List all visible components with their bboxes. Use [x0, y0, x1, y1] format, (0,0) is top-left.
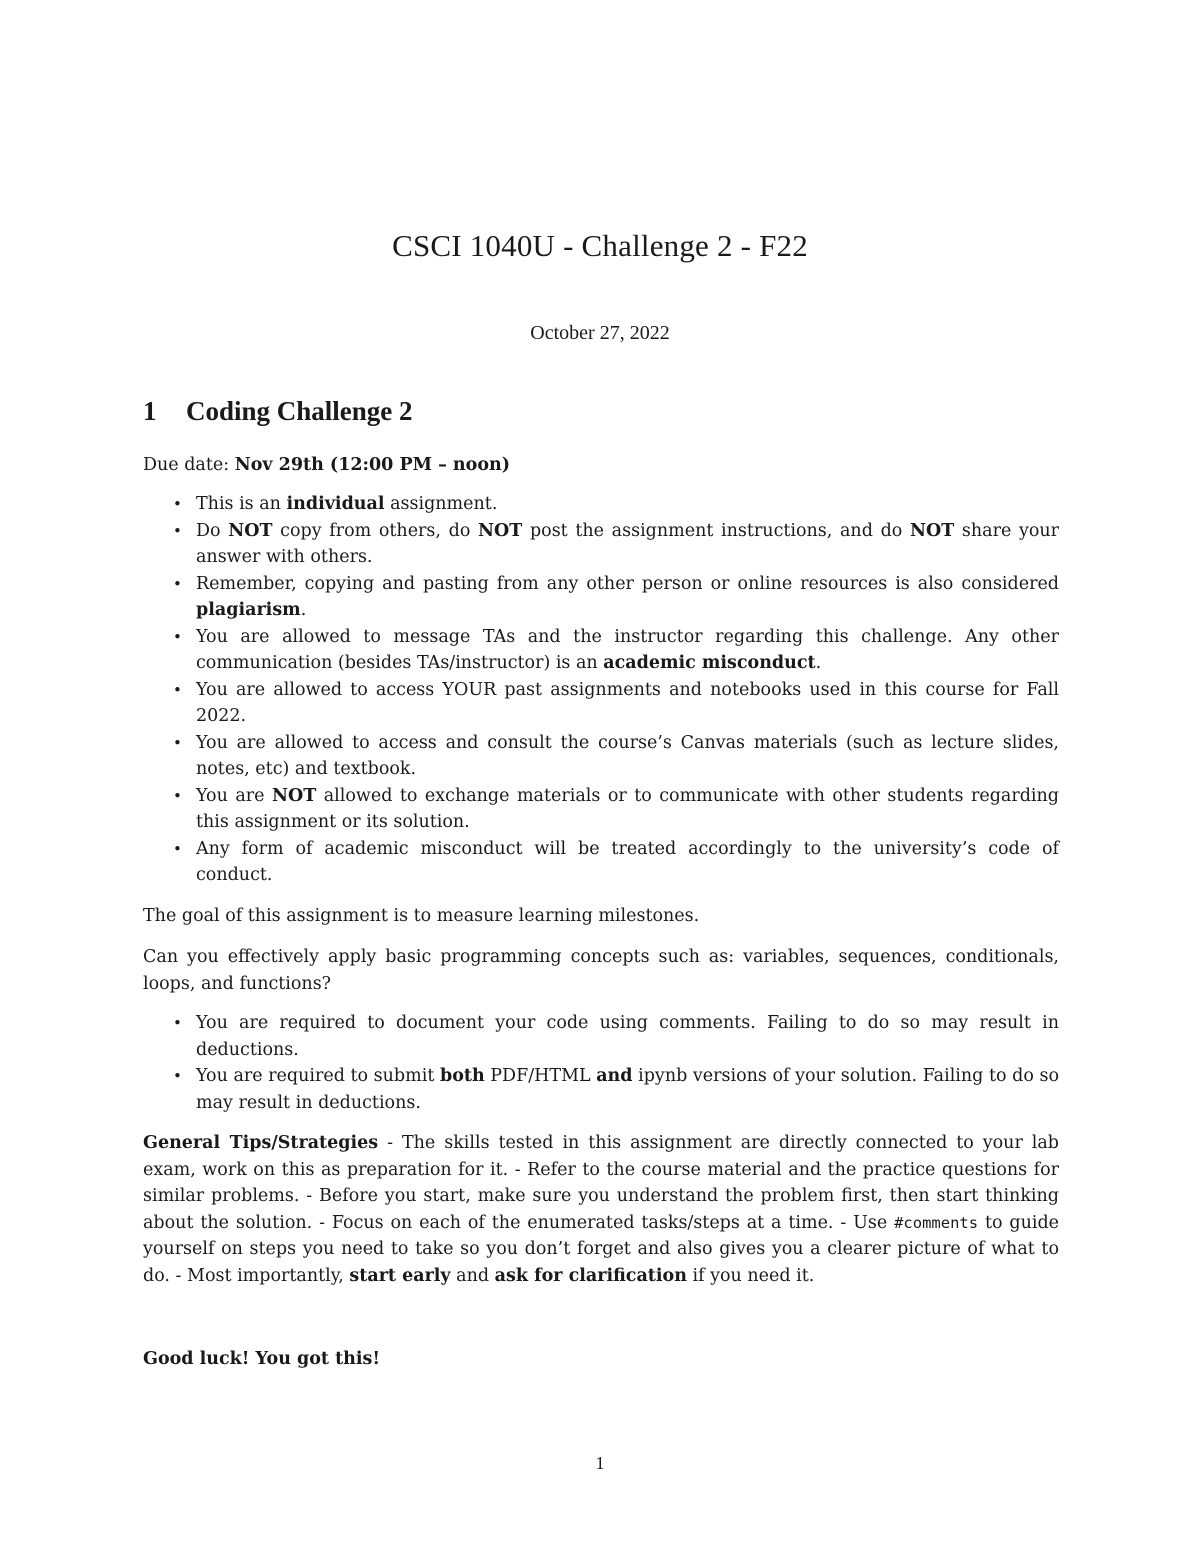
list-item-emphasis: NOT — [478, 520, 523, 541]
document-date: October 27, 2022 — [530, 322, 670, 344]
list-item-emphasis: both — [439, 1066, 485, 1086]
list-item — [143, 730, 1059, 783]
list-item — [143, 836, 1059, 889]
tips-text: to guide yourself on steps you need to take so you don’t forget and also gives you a clearer picture of what to do. - Most importantly, — [143, 1212, 1059, 1286]
question-paragraph: Can you effectively apply basic programming concepts such as: variables, sequences, conditionals, loops, and functions? — [143, 947, 1059, 994]
list-item-text: assignment. — [384, 494, 498, 514]
list-item — [143, 624, 1059, 677]
list-item-text: allowed to exchange materials or to communicate with other students regarding this assignment or its solution. — [196, 785, 1059, 832]
list-item — [143, 518, 1059, 571]
tips-paragraph — [143, 1130, 1059, 1289]
list-item — [143, 1010, 1059, 1063]
document-title: CSCI 1040U - Challenge 2 - F22 — [392, 228, 808, 263]
list-item-emphasis: NOT — [271, 785, 317, 806]
due-date-label: Due date: — [143, 455, 230, 475]
tips-emphasis: ask for clarification — [494, 1265, 687, 1286]
section-number: 1 — [143, 396, 157, 426]
list-item-emphasis: academic misconduct — [603, 653, 816, 673]
list-item-emphasis: individual — [286, 494, 385, 514]
tips-text: - The skills tested in this assignment are directly connected to your lab exam, work on this as preparation for it. - Refer to the course material and the practice questions for similar problems. - Before you start, make sure you understand the problem first, then start thinking about the solution. - Focus on each of the enumerated tasks/steps at a time. - Use — [143, 1133, 1059, 1233]
list-item-text: Remember, copying and pasting from any other person or online resources is also considered — [196, 573, 1059, 594]
list-item-text: You are allowed to message TAs and the instructor regarding this challenge. Any other communication (besides TAs/instructor) is an — [196, 626, 1059, 673]
due-date-line — [143, 452, 1059, 479]
goal-paragraph: The goal of this assignment is to measure learning milestones. — [143, 906, 700, 926]
list-item — [143, 783, 1059, 836]
requirements-list — [143, 1010, 1059, 1116]
list-item-text: PDF/HTML — [484, 1066, 597, 1086]
rules-list — [143, 491, 1059, 889]
list-item-text: post the assignment instructions, and do — [522, 520, 910, 541]
list-item-text: You are required to submit — [196, 1066, 440, 1086]
page-number: 1 — [595, 1453, 605, 1473]
list-item-text: . — [815, 653, 822, 673]
tips-heading: General Tips/Strategies — [143, 1133, 379, 1153]
list-item-text: . — [300, 600, 307, 620]
list-item-text: You are allowed to access YOUR past assignments and notebooks used in this course for Fall 2022. — [196, 679, 1059, 726]
list-item-text: Do — [196, 520, 229, 541]
list-item-text: Any form of academic misconduct will be treated accordingly to the university’s code of conduct. — [196, 838, 1059, 885]
section-title: Coding Challenge 2 — [186, 396, 413, 426]
list-item-text: You are — [196, 785, 272, 806]
list-item-text: This is an — [196, 494, 287, 514]
tips-text: and — [450, 1265, 495, 1286]
list-item-text: ipynb versions of your solution. Failing to do so may result in deductions. — [196, 1066, 1059, 1113]
list-item — [143, 1063, 1059, 1116]
good-luck-line: Good luck! You got this! — [143, 1349, 381, 1369]
list-item-emphasis: NOT — [909, 520, 955, 541]
list-item-text: You are allowed to access and consult the course’s Canvas materials (such as lecture slides, notes, etc) and textbook. — [196, 732, 1059, 779]
list-item-text: You are required to document your code using comments. Failing to do so may result in deductions. — [196, 1013, 1059, 1060]
tips-text: if you need it. — [686, 1265, 815, 1286]
list-item-text: copy from others, do — [272, 520, 479, 541]
list-item-emphasis: plagiarism — [196, 600, 301, 620]
list-item — [143, 491, 1059, 518]
list-item — [143, 677, 1059, 730]
list-item-text: share your answer with others. — [196, 520, 1060, 567]
due-date-value: Nov 29th (12:00 PM – noon) — [234, 455, 510, 475]
tips-code: #comments — [894, 1213, 979, 1232]
list-item-emphasis: and — [596, 1066, 633, 1086]
list-item — [143, 571, 1059, 624]
tips-emphasis: start early — [349, 1265, 451, 1286]
section-heading — [143, 396, 413, 427]
list-item-emphasis: NOT — [228, 520, 273, 541]
